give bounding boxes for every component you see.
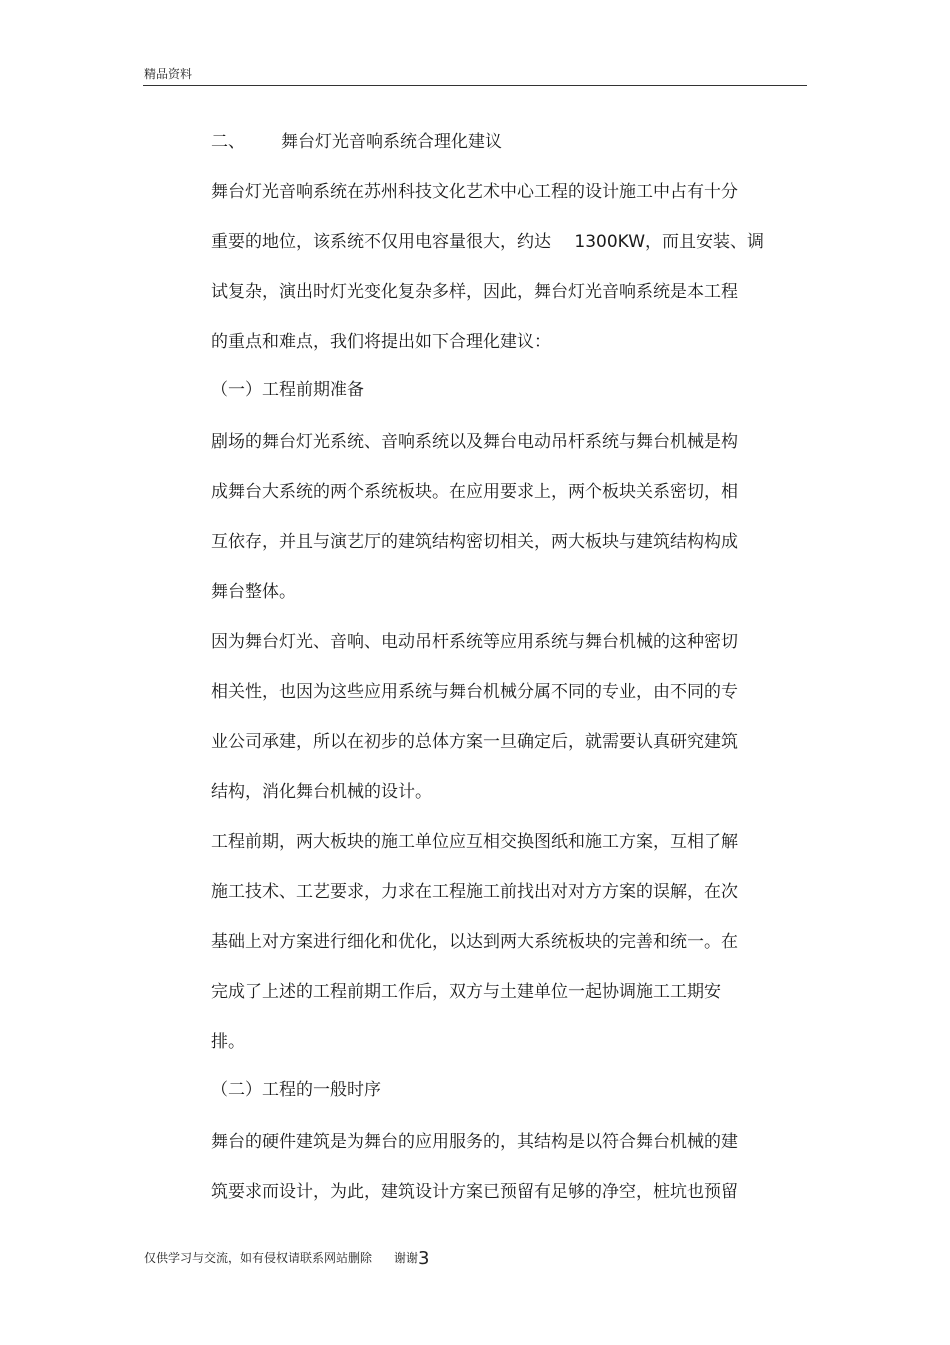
body-line: 结构，消化舞台机械的设计。 [211, 782, 432, 802]
header-divider [143, 85, 807, 86]
body-line [211, 230, 764, 254]
body-line: 基础上对方案进行细化和优化，以达到两大系统板块的完善和统一。在 [211, 932, 738, 952]
body-line: 舞台灯光音响系统在苏州科技文化艺术中心工程的设计施工中占有十分 [211, 182, 738, 202]
header-label: 精品资料 [144, 67, 193, 81]
body-line: 完成了上述的工程前期工作后，双方与土建单位一起协调施工工期安 [211, 982, 721, 1002]
body-line: 因为舞台灯光、音响、电动吊杆系统等应用系统与舞台机械的这种密切 [211, 632, 738, 652]
subheading: （二）工程的一般时序 [211, 1080, 381, 1100]
body-line: 剧场的舞台灯光系统、音响系统以及舞台电动吊杆系统与舞台机械是构 [211, 432, 738, 452]
page-number: 3 [418, 1248, 430, 1269]
body-line: 排。 [211, 1032, 245, 1052]
body-line-tail: 1300KW，而且安装、调 [574, 232, 765, 252]
body-line: 互依存，并且与演艺厅的建筑结构密切相关，两大板块与建筑结构构成 [211, 532, 738, 552]
section-number: 二、 [211, 132, 245, 152]
page-footer [144, 1248, 429, 1269]
body-line-head: 重要的地位，该系统不仅用电容量很大，约达 [211, 232, 557, 252]
section-heading [211, 130, 502, 154]
footer-thanks: 谢谢 [394, 1251, 419, 1265]
subheading: （一）工程前期准备 [211, 380, 364, 400]
body-line: 舞台整体。 [211, 582, 296, 602]
body-line: 试复杂，演出时灯光变化复杂多样，因此，舞台灯光音响系统是本工程 [211, 282, 738, 302]
body-line: 成舞台大系统的两个系统板块。在应用要求上，两个板块关系密切，相 [211, 482, 738, 502]
body-line: 筑要求而设计，为此，建筑设计方案已预留有足够的净空，桩坑也预留 [211, 1182, 738, 1202]
body-line: 相关性，也因为这些应用系统与舞台机械分属不同的专业，由不同的专 [211, 682, 738, 702]
body-line: 施工技术、工艺要求，力求在工程施工前找出对对方方案的误解，在次 [211, 882, 738, 902]
footer-notice: 仅供学习与交流，如有侵权请联系网站删除 [144, 1251, 373, 1265]
body-line: 工程前期，两大板块的施工单位应互相交换图纸和施工方案，互相了解 [211, 832, 738, 852]
body-line: 的重点和难点，我们将提出如下合理化建议： [211, 332, 551, 352]
body-line: 业公司承建，所以在初步的总体方案一旦确定后，就需要认真研究建筑 [211, 732, 738, 752]
body-line: 舞台的硬件建筑是为舞台的应用服务的，其结构是以符合舞台机械的建 [211, 1132, 738, 1152]
section-title: 舞台灯光音响系统合理化建议 [281, 132, 502, 152]
